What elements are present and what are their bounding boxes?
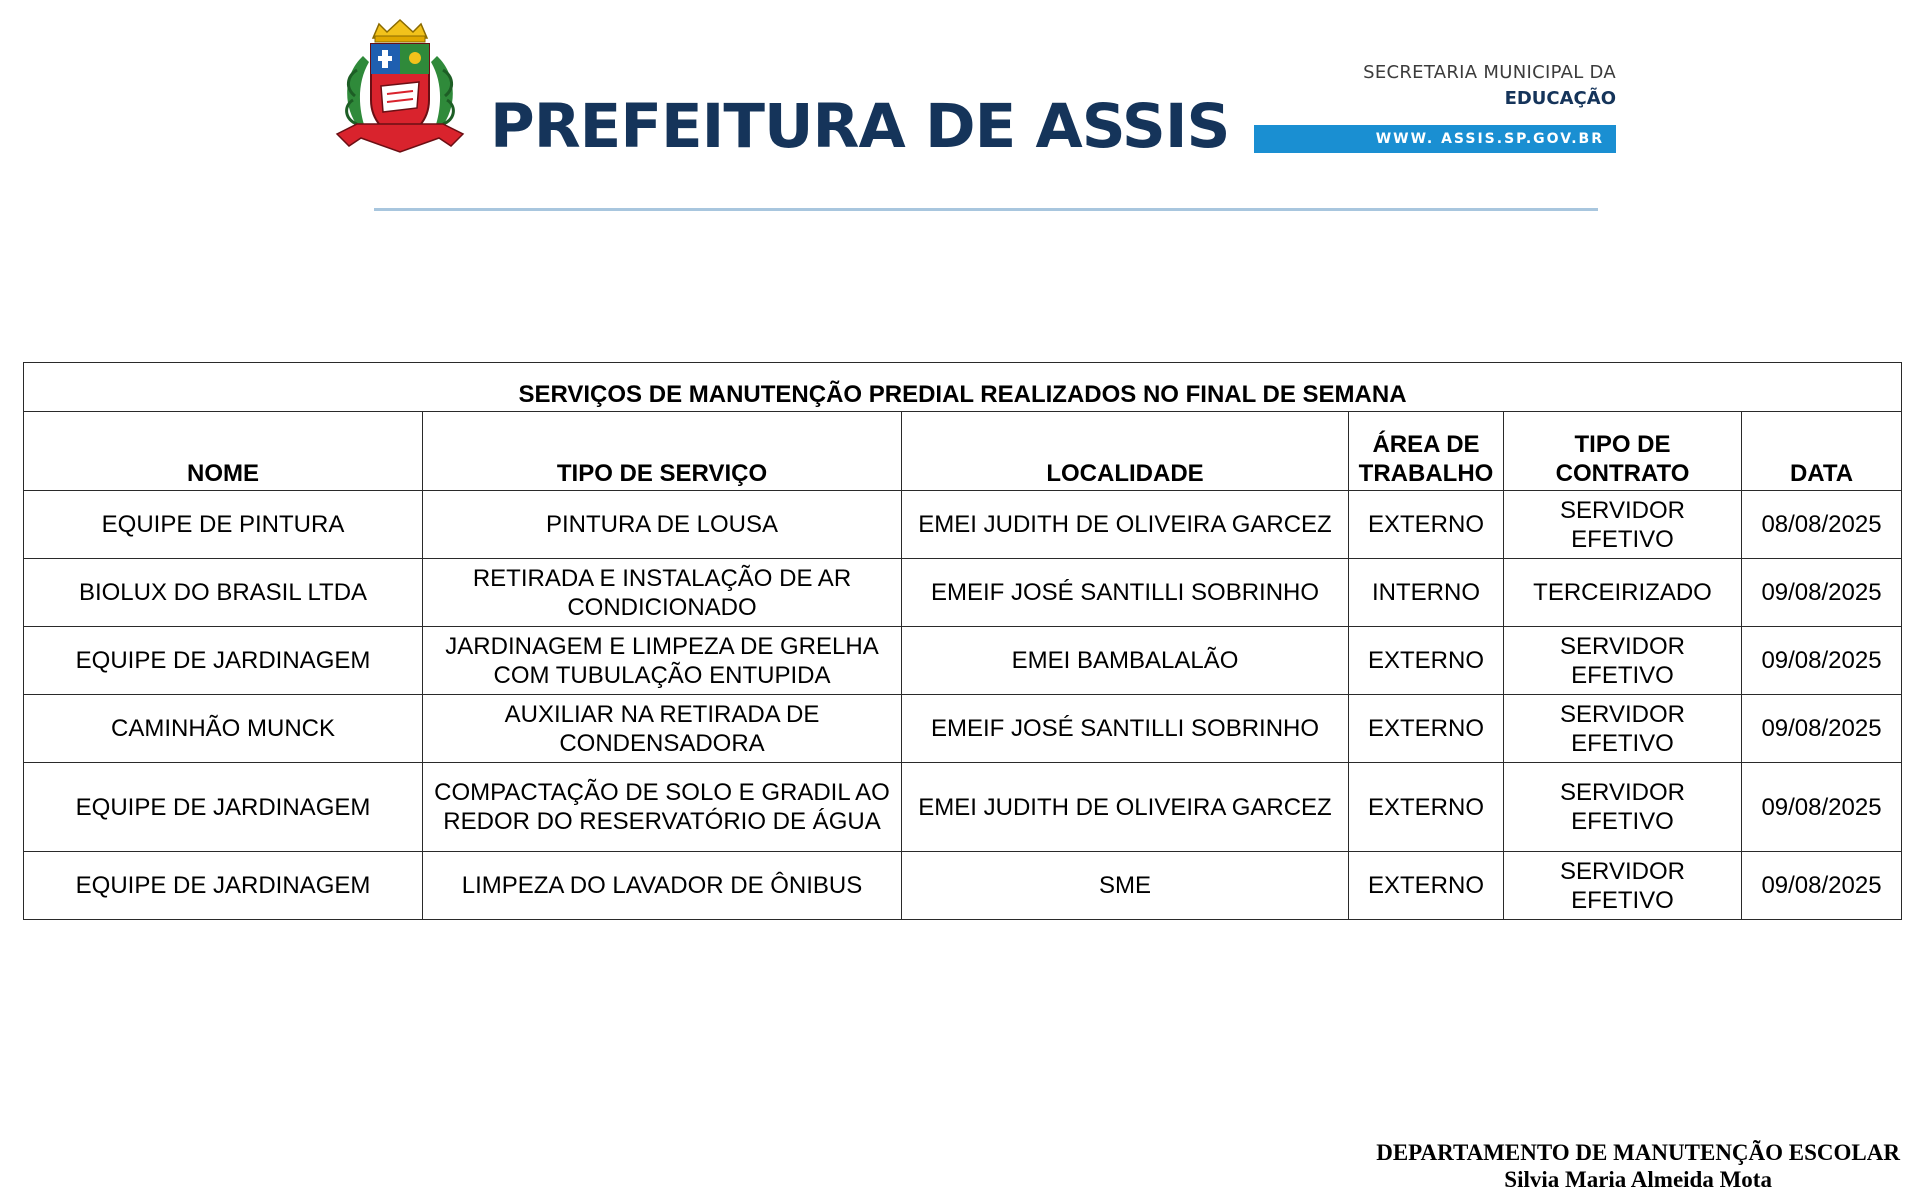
column-header-localidade: LOCALIDADE [902,412,1349,491]
table-caption: SERVIÇOS DE MANUTENÇÃO PREDIAL REALIZADOS NO FINAL DE SEMANA [24,363,1902,412]
cell-data: 09/08/2025 [1742,695,1902,763]
cell-data: 09/08/2025 [1742,627,1902,695]
signature-block [1376,1139,1900,1193]
table-row [24,491,1902,559]
cell-tipo-servico: PINTURA DE LOUSA [423,491,902,559]
cell-tipo-contrato: SERVIDOR EFETIVO [1504,695,1742,763]
cell-localidade: EMEIF JOSÉ SANTILLI SOBRINHO [902,695,1349,763]
cell-tipo-contrato: SERVIDOR EFETIVO [1504,763,1742,852]
cell-nome: EQUIPE DE JARDINAGEM [24,763,423,852]
website-bar [1254,125,1616,153]
secretaria-line2: EDUCAÇÃO [1504,88,1616,109]
cell-area-trabalho: EXTERNO [1349,627,1504,695]
cell-data: 09/08/2025 [1742,763,1902,852]
cell-tipo-servico: JARDINAGEM E LIMPEZA DE GRELHA COM TUBULAÇÃO ENTUPIDA [423,627,902,695]
table-header-row [24,412,1902,491]
table-row [24,763,1902,852]
website-url: WWW. ASSIS.SP.GOV.BR [1375,131,1604,147]
cell-localidade: SME [902,852,1349,920]
cell-localidade: EMEI JUDITH DE OLIVEIRA GARCEZ [902,763,1349,852]
table-row [24,559,1902,627]
signatory-name: Silvia Maria Almeida Mota [1504,1167,1772,1192]
table-row [24,695,1902,763]
table-row [24,852,1902,920]
secretaria-line1: SECRETARIA MUNICIPAL DA [1363,62,1616,83]
municipal-crest-logo [333,16,467,168]
city-hall-title: PREFEITURA DE ASSIS [490,91,1230,162]
column-header-data: DATA [1742,412,1902,491]
cell-area-trabalho: INTERNO [1349,559,1504,627]
cell-tipo-servico: COMPACTAÇÃO DE SOLO E GRADIL AO REDOR DO RESERVATÓRIO DE ÁGUA [423,763,902,852]
cell-data: 09/08/2025 [1742,852,1902,920]
cell-nome: BIOLUX DO BRASIL LTDA [24,559,423,627]
cell-tipo-contrato: SERVIDOR EFETIVO [1504,852,1742,920]
cell-tipo-contrato: TERCEIRIZADO [1504,559,1742,627]
cell-tipo-servico: RETIRADA E INSTALAÇÃO DE AR CONDICIONADO [423,559,902,627]
cell-nome: EQUIPE DE JARDINAGEM [24,852,423,920]
cell-data: 08/08/2025 [1742,491,1902,559]
column-header-tipo-servico: TIPO DE SERVIÇO [423,412,902,491]
cell-tipo-contrato: SERVIDOR EFETIVO [1504,627,1742,695]
column-header-nome: NOME [24,412,423,491]
cell-area-trabalho: EXTERNO [1349,491,1504,559]
cell-localidade: EMEI BAMBALALÃO [902,627,1349,695]
cell-area-trabalho: EXTERNO [1349,695,1504,763]
crest-emblem-icon [333,16,467,168]
cell-area-trabalho: EXTERNO [1349,852,1504,920]
table-caption-row [24,363,1902,412]
column-header-tipo-contrato: TIPO DE CONTRATO [1504,412,1742,491]
cell-tipo-servico: AUXILIAR NA RETIRADA DE CONDENSADORA [423,695,902,763]
cell-nome: EQUIPE DE JARDINAGEM [24,627,423,695]
cell-localidade: EMEIF JOSÉ SANTILLI SOBRINHO [902,559,1349,627]
cell-data: 09/08/2025 [1742,559,1902,627]
cell-tipo-servico: LIMPEZA DO LAVADOR DE ÔNIBUS [423,852,902,920]
department-name: DEPARTAMENTO DE MANUTENÇÃO ESCOLAR [1376,1140,1900,1165]
column-header-area-trabalho: ÁREA DE TRABALHO [1349,412,1504,491]
secretaria-block [1254,62,1616,154]
cell-nome: EQUIPE DE PINTURA [24,491,423,559]
cell-nome: CAMINHÃO MUNCK [24,695,423,763]
header-divider [374,208,1598,211]
cell-localidade: EMEI JUDITH DE OLIVEIRA GARCEZ [902,491,1349,559]
maintenance-report-table [23,362,1902,920]
cell-tipo-contrato: SERVIDOR EFETIVO [1504,491,1742,559]
table-row [24,627,1902,695]
cell-area-trabalho: EXTERNO [1349,763,1504,852]
